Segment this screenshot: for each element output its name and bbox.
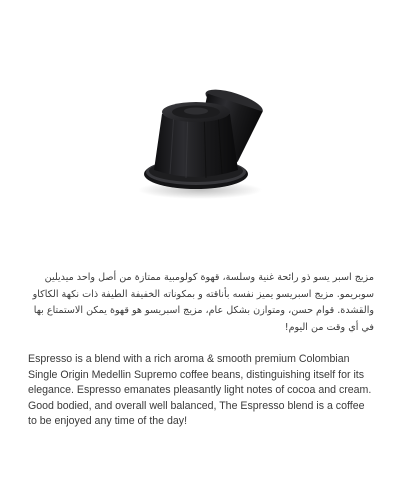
product-image [128,78,278,208]
coffee-capsule-icon [128,78,278,208]
product-description-english: Espresso is a blend with a rich aroma & smooth premium Colombian Single Origin Medellin Supremo coffee beans, distinguishing itself for its elegance. Espresso emanates pleasantly light notes of cocoa and cream. Good bodied, and overall well balanced, The Espresso blend is a coffee to be enjoyed any time of the day! [28,353,372,428]
product-description-arabic: مزيج اسبر يسو ذو رائحة غنية وسلسة، قهوة كولومبية ممتازة من أصل واحد ميديلين سوبريمو. مزيج اسبريسو يميز نفسه بأناقته و بمكوناته الخفيفة الطيفة ذات نكهة الكاكاو والقشدة. قوام حسن، ومتوازن بشكل عام، مزيج اسبريسو هو قهوة يمكن الاستمتاع بها في أي وقت من اليوم! [32,272,374,333]
